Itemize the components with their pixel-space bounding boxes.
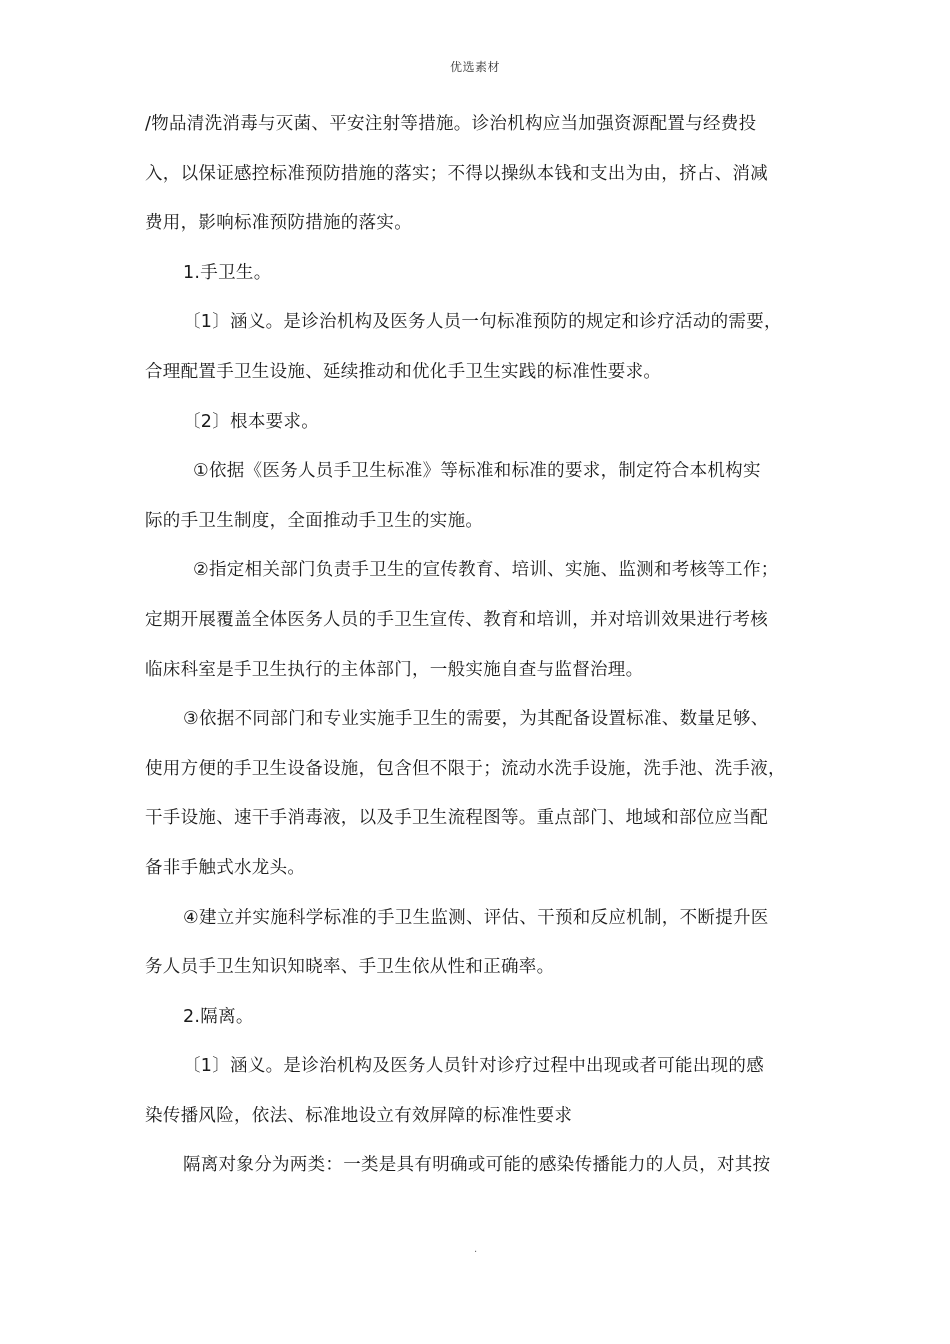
paragraph-line: /物品清洗消毒与灭菌、平安注射等措施。诊治机构应当加强资源配置与经费投 — [145, 114, 757, 134]
list-item: ③依据不同部门和专业实施手卫生的需要，为其配备设置标准、数量足够、 — [183, 709, 769, 730]
paragraph-line: 隔离对象分为两类：一类是具有明确或可能的感染传播能力的人员，对其按 — [183, 1155, 771, 1176]
paragraph-line: 合理配置手卫生设施、延续推动和优化手卫生实践的标准性要求。 — [145, 361, 662, 382]
paragraph-line: 干手设施、速干手消毒液，以及手卫生流程图等。重点部门、地域和部位应当配 — [145, 808, 768, 829]
list-item: ②指定相关部门负责手卫生的宣传教育、培训、实施、监测和考核等工作； — [193, 560, 779, 581]
paragraph-line: 〔1〕涵义。是诊治机构及医务人员针对诊疗过程中出现或者可能出现的感 — [183, 1056, 765, 1077]
section-heading: 1.手卫生。 — [183, 262, 272, 283]
list-item: ①依据《医务人员手卫生标准》等标准和标准的要求，制定符合本机构实 — [193, 461, 761, 482]
page-header: 优选素材 — [449, 60, 500, 74]
paragraph-line: 费用，影响标准预防措施的落实。 — [145, 213, 412, 234]
section-heading: 2.隔离。 — [183, 1006, 254, 1027]
paragraph-line: 染传播风险，依法、标准地设立有效屏障的标准性要求 — [145, 1105, 573, 1126]
paragraph-line: 临床科室是手卫生执行的主体部门，一般实施自查与监督治理。 — [145, 659, 644, 680]
paragraph-line: 定期开展覆盖全体医务人员的手卫生宣传、教育和培训，并对培训效果进行考核 — [145, 609, 768, 630]
list-item: ④建立并实施科学标准的手卫生监测、评估、干预和反应机制，不断提升医 — [183, 907, 769, 928]
paragraph-line: 际的手卫生制度，全面推动手卫生的实施。 — [145, 510, 484, 531]
footer-mark: . — [474, 1244, 478, 1255]
document-body — [145, 106, 825, 1197]
paragraph-line: 使用方便的手卫生设备设施，包含但不限于；流动水洗手设施，洗手池、洗手液， — [145, 758, 786, 779]
paragraph-line: 务人员手卫生知识知晓率、手卫生依从性和正确率。 — [145, 957, 555, 978]
paragraph-line: 入，以保证感控标准预防措施的落实；不得以操纵本钱和支出为由，挤占、消减 — [145, 163, 768, 184]
paragraph-line: 备非手触式水龙头。 — [145, 857, 306, 878]
paragraph-line: 〔1〕涵义。是诊治机构及医务人员一句标准预防的规定和诊疗活动的需要， — [183, 312, 782, 333]
subsection-heading: 〔2〕根本要求。 — [183, 411, 320, 432]
